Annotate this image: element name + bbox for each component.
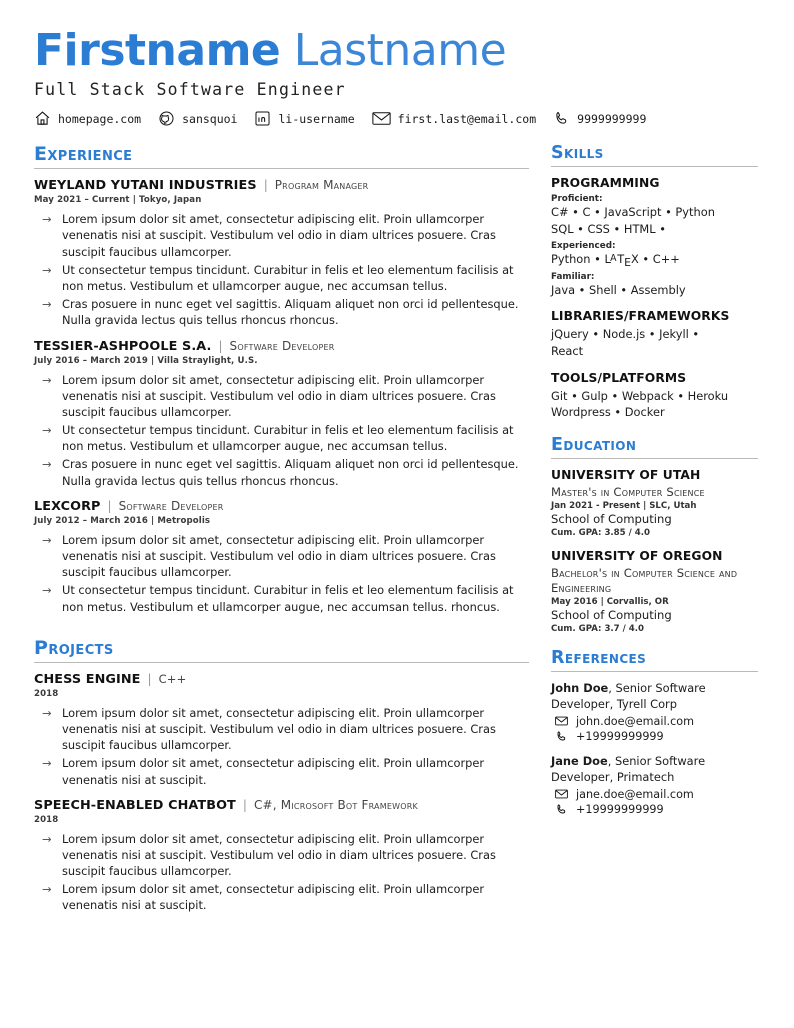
skill-list: React	[551, 344, 584, 358]
education-entry	[551, 549, 758, 634]
job-meta: May 2021 – Current | Tokyo, Japan	[34, 195, 202, 206]
experience-entry	[34, 499, 529, 615]
phone-icon	[555, 730, 568, 743]
contact-github-label: sansquoi	[182, 111, 238, 126]
section-title-skills: Skills	[551, 143, 604, 164]
skills-tools-heading: TOOLS/PLATFORMS	[551, 370, 687, 385]
skills-programming	[551, 176, 758, 298]
contact-homepage-label: homepage.com	[58, 111, 142, 126]
contact-email[interactable]	[372, 110, 536, 127]
reference-email-label: john.doe@email.com	[576, 714, 695, 728]
bullet-list	[34, 211, 529, 328]
email-icon	[372, 110, 391, 127]
list-item: → Lorem ipsum dolor sit amet, consectetur adipiscing elit. Proin ullamcorper venenatis nisi at suscipit. Vestibulum vel odio in diam ultrices posuere. Cras suscipit faucibus ullamcorper.	[34, 532, 529, 581]
left-column	[34, 143, 529, 927]
experience-entry	[34, 339, 529, 489]
skill-list: SQL • CSS • HTML •	[551, 221, 666, 236]
degree-name: Bachelor's in Computer Science and Engineering	[551, 566, 738, 595]
github-icon	[158, 110, 175, 127]
skill-list: C# • C • JavaScript • Python	[551, 205, 715, 220]
list-item: → Ut consectetur tempus tincidunt. Curabitur in felis et leo elementum facilisis at non metus. Vestibulum et ullamcorper augue, nec accumsan tellus.	[34, 422, 529, 454]
bullet-list	[34, 372, 529, 489]
reference-phone-label: +19999999999	[576, 802, 664, 816]
resume-body	[34, 143, 760, 927]
email-icon	[555, 789, 568, 799]
section-title-references: References	[551, 648, 647, 669]
school-name: UNIVERSITY OF UTAH	[551, 467, 701, 482]
separator: |	[218, 338, 223, 353]
right-column	[551, 143, 758, 927]
list-item: → Cras posuere in nunc eget vel sagittis. Aliquam aliquet non orci id pellentesque. Nulla gravida lectus quis tellus rhoncus rhoncus.	[34, 296, 529, 328]
section-projects	[34, 637, 529, 914]
divider	[551, 671, 758, 672]
divider	[551, 458, 758, 459]
project-entry	[34, 798, 529, 914]
bullet-list	[34, 705, 529, 788]
section-references	[551, 648, 758, 816]
skill-level-label: Proficient:	[551, 194, 603, 205]
reference-role: , Senior Software Developer, Tyrell Corp	[551, 681, 706, 712]
list-item: → Ut consectetur tempus tincidunt. Curabitur in felis et leo elementum facilisis at non metus. Vestibulum et ullamcorper augue, nec accumsan tellus. rhoncus.	[34, 582, 529, 614]
list-item: → Lorem ipsum dolor sit amet, consectetur adipiscing elit. Proin ullamcorper venenatis nisi at suscipit.	[34, 755, 529, 787]
list-item: → Lorem ipsum dolor sit amet, consectetur adipiscing elit. Proin ullamcorper venenatis nisi at suscipit. Vestibulum vel odio in diam ultrices posuere. Cras suscipit faucibus ullamcorper.	[34, 211, 529, 260]
contact-linkedin-label: li-username	[278, 111, 355, 126]
job-role: Software Developer	[118, 498, 224, 513]
education-meta: May 2016 | Corvallis, OR	[551, 597, 669, 608]
separator: |	[242, 797, 247, 812]
project-tech: C++	[158, 671, 187, 686]
divider	[551, 166, 758, 167]
project-name: SPEECH-ENABLED CHATBOT	[34, 797, 236, 813]
phone-icon	[555, 803, 568, 816]
section-skills	[551, 143, 758, 420]
reference-phone[interactable]	[551, 803, 758, 816]
skill-list: Git • Gulp • Webpack • Heroku	[551, 388, 729, 403]
contact-github[interactable]	[158, 110, 237, 127]
gpa-value: Cum. GPA: 3.85 / 4.0	[551, 528, 650, 539]
first-name: Firstname	[34, 25, 281, 76]
reference-phone[interactable]	[551, 730, 758, 743]
separator: |	[107, 498, 112, 513]
department-name: School of Computing	[551, 608, 672, 623]
reference-email[interactable]	[551, 715, 758, 728]
project-entry	[34, 672, 529, 788]
degree-name: Master's in Computer Science	[551, 484, 705, 499]
resume-header	[34, 25, 760, 127]
reference-entry	[551, 754, 758, 816]
employer-name: LEXCORP	[34, 498, 101, 514]
list-item: → Lorem ipsum dolor sit amet, consectetur adipiscing elit. Proin ullamcorper venenatis nisi at suscipit.	[34, 881, 529, 913]
gpa-value: Cum. GPA: 3.7 / 4.0	[551, 624, 645, 635]
skills-libraries-heading: LIBRARIES/FRAMEWORKS	[551, 309, 730, 324]
reference-entry	[551, 681, 758, 743]
reference-name: Jane Doe	[551, 753, 608, 768]
contact-phone[interactable]	[553, 110, 646, 127]
skills-programming-heading: PROGRAMMING	[551, 176, 660, 191]
list-item: → Ut consectetur tempus tincidunt. Curabitur in felis et leo elementum facilisis at non metus. Vestibulum et ullamcorper augue, nec accumsan tellus.	[34, 262, 529, 294]
skill-list: Wordpress • Docker	[551, 405, 665, 420]
project-meta: 2018	[34, 688, 59, 699]
skill-level-label: Familiar:	[551, 271, 595, 282]
last-name: Lastname	[293, 25, 507, 76]
skill-list: Python • $L^ATEX$ • C++	[551, 252, 680, 269]
reference-email-label: jane.doe@email.com	[576, 787, 694, 801]
reference-phone-label: +19999999999	[576, 729, 664, 743]
employer-name: TESSIER-ASHPOOLE S.A.	[34, 338, 212, 354]
list-item: → Lorem ipsum dolor sit amet, consectetur adipiscing elit. Proin ullamcorper venenatis nisi at suscipit. Vestibulum vel odio in diam ultrices posuere. Cras suscipit faucibus ullamcorper.	[34, 705, 529, 754]
skills-libraries	[551, 309, 758, 359]
section-title-experience: Experience	[34, 143, 133, 166]
contact-email-label: first.last@email.com	[397, 111, 537, 126]
school-name: UNIVERSITY OF OREGON	[551, 549, 723, 564]
phone-icon	[553, 110, 570, 127]
home-icon	[34, 110, 51, 127]
reference-name: John Doe	[551, 681, 609, 696]
list-item: → Lorem ipsum dolor sit amet, consectetur adipiscing elit. Proin ullamcorper venenatis nisi at suscipit. Vestibulum vel odio in diam ultrices posuere. Cras suscipit faucibus ullamcorper.	[34, 372, 529, 421]
skill-level-label: Experienced:	[551, 241, 616, 252]
section-education	[551, 435, 758, 634]
job-role: Program Manager	[274, 178, 369, 193]
bullet-list	[34, 831, 529, 914]
job-meta: July 2016 – March 2019 | Villa Straylight, U.S.	[34, 355, 258, 366]
skill-list: Java • Shell • Assembly	[551, 282, 686, 297]
reference-name-role	[551, 754, 758, 786]
project-name: CHESS ENGINE	[34, 671, 141, 687]
divider	[34, 662, 529, 663]
list-item: → Cras posuere in nunc eget vel sagittis. Aliquam aliquet non orci id pellentesque. Nulla gravida lectus quis tellus rhoncus rhoncus.	[34, 456, 529, 488]
education-meta: Jan 2021 - Present | SLC, Utah	[551, 501, 697, 512]
reference-name-role	[551, 681, 758, 713]
linkedin-icon	[254, 110, 271, 127]
section-title-education: Education	[551, 434, 637, 455]
contact-row	[34, 110, 760, 127]
separator: |	[147, 671, 152, 686]
section-title-projects: Projects	[34, 636, 114, 659]
section-experience	[34, 143, 529, 615]
bullet-list	[34, 532, 529, 615]
employer-name: WEYLAND YUTANI INDUSTRIES	[34, 178, 257, 194]
separator: |	[263, 178, 268, 193]
contact-homepage[interactable]	[34, 110, 141, 127]
project-meta: 2018	[34, 814, 59, 825]
experience-entry	[34, 178, 529, 328]
education-entry	[551, 468, 758, 538]
reference-role: , Senior Software Developer, Primatech	[551, 753, 706, 784]
department-name: School of Computing	[551, 512, 672, 527]
contact-phone-label: 9999999999	[577, 111, 647, 126]
skill-list: jQuery • Node.js • Jekyll •	[551, 327, 700, 342]
email-icon	[555, 716, 568, 726]
job-subtitle: Full Stack Software Engineer	[34, 80, 346, 100]
skills-tools	[551, 371, 758, 421]
reference-email[interactable]	[551, 788, 758, 801]
contact-linkedin[interactable]	[254, 110, 354, 127]
list-item: → Lorem ipsum dolor sit amet, consectetur adipiscing elit. Proin ullamcorper venenatis nisi at suscipit. Vestibulum vel odio in diam ultrices posuere. Cras suscipit faucibus ullamcorper.	[34, 831, 529, 880]
project-tech: C#, Microsoft Bot Framework	[253, 797, 418, 812]
divider	[34, 168, 529, 169]
page-title	[34, 25, 760, 76]
job-role: Software Developer	[229, 338, 335, 353]
job-meta: July 2012 – March 2016 | Metropolis	[34, 515, 211, 526]
